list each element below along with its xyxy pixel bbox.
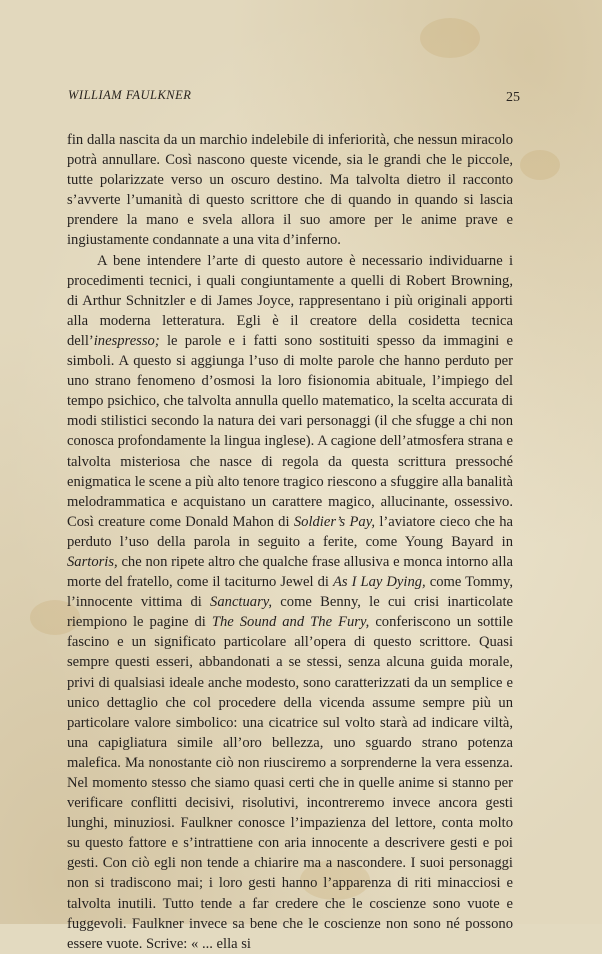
page-header: [68, 88, 520, 110]
body-text: [67, 130, 513, 954]
paragraph-text: come Benny, le cui crisi inarticolate riempiono le pagine di: [67, 594, 513, 631]
paragraph-text: A bene intendere l’arte di questo autore è necessario individuarne i procedimenti tecnici, i quali congiuntamente a quelli di Robert Browning, di Arthur Schnitzler e di James Joyce, rappresentano i più originali apporti alla moderna letteratura. Egli è il creatore della cosidetta tecnica dell’: [67, 252, 513, 349]
paragraph: [67, 251, 513, 954]
paragraph-text: l’aviatore cieco che ha perduto l’uso della parola in seguito a ferite, come Young Bayard in: [67, 513, 513, 550]
italic-title-text: Sanctuary,: [210, 594, 273, 611]
italic-title-text: As I Lay Dying,: [332, 574, 426, 591]
paragraph-text: le parole e i fatti sono sostituiti spesso da immagini e simboli. A questo si aggiunga l’uso di molte parole che hanno perduto per uno strano fenomeno d’osmosi la loro fisionomia abituale, l’impiego del tempo psichico, che talvolta annulla quello matematico, la scelta accurata di modi stilistici secondo la natura dei vari personaggi (il che sfugge a chi non conosca profondamente la lingua inglese). A cagione dell’atmosfera strana e talvolta misteriosa che nasce di regola da questa scrittura pressoché enigmatica le scene a più alto tenore tragico riescono a sfuggire alla banalità melodrammatica e acquistano un carattere magico, allucinante, ossessivo. Così creature come Donald Mahon di: [67, 332, 513, 530]
italic-title-text: The Sound and The Fury,: [211, 614, 370, 631]
running-head: WILLIAM FAULKNER: [68, 88, 192, 102]
italic-title-text: Soldier’s Pay,: [293, 513, 376, 530]
paragraph-text: che non ripete altro che qualche frase allusiva e monca intorno alla morte del fratello, come il taciturno Jewel di: [67, 553, 513, 591]
italic-title-text: Sartoris,: [67, 553, 118, 570]
paragraph-text: fin dalla nascita da un marchio indelebile di inferiorità, che nessun miracolo potrà annullare. Così nascono queste vicende, sia le grandi che le piccole, tutte polarizzate verso un oscuro destino. Ma talvolta dietro il racconto s’avverte l’umanità di questo scrittore che di quando in quando si lascia prendere la mano e svela allora il suo amore per le anime prave e ingiustamente condannate a una vita d’inferno.: [67, 132, 513, 249]
paragraph: [67, 130, 513, 251]
page-number: 25: [506, 90, 520, 105]
paragraph-text: conferiscono un sottile fascino e un significato particolare all’opera di questo scrittore. Quasi sempre questi esseri, abbandonati a se stessi, senza alcuna guida morale, privi di qualsiasi ideale anche modesto, sono caratterizzati da un semplice e unico dettaglio che col procedere della vicenda assume sempre più un particolare valore simbolico: una cicatrice sul volto starà ad indicare viltà, una capigliatura simile all’oro bellezza, uno sguardo strano potenza malefica. Ma nonostante ciò non riusciremo a sorprenderne la vera essenza. Nel momento stesso che siamo quasi certi che in quelle anime si stanno per verificare conflitti decisivi, risolutivi, incontreremo invece ancora gesti lunghi, minuziosi. Faulkner conosce l’impazienza del lettore, conta molto su questo fattore e s’intrattiene con aria innocente a descrivere gesti e poi gesti. Con ciò egli non tende a chiarire ma a nascondere. I suoi personaggi non si tradiscono mai; i loro gesti hanno l’apparenza di riti minacciosi e talvolta inutili. Tutto tende a far credere che le coscienze sono vuote e fuggevoli. Faulkner invece sa bene che le coscienze non sono né possono essere vuote. Scrive: « ... ella si: [67, 614, 513, 952]
italic-title-text: inespresso;: [93, 332, 160, 349]
paragraph-text: come Tommy, l’innocente vittima di: [67, 574, 513, 611]
